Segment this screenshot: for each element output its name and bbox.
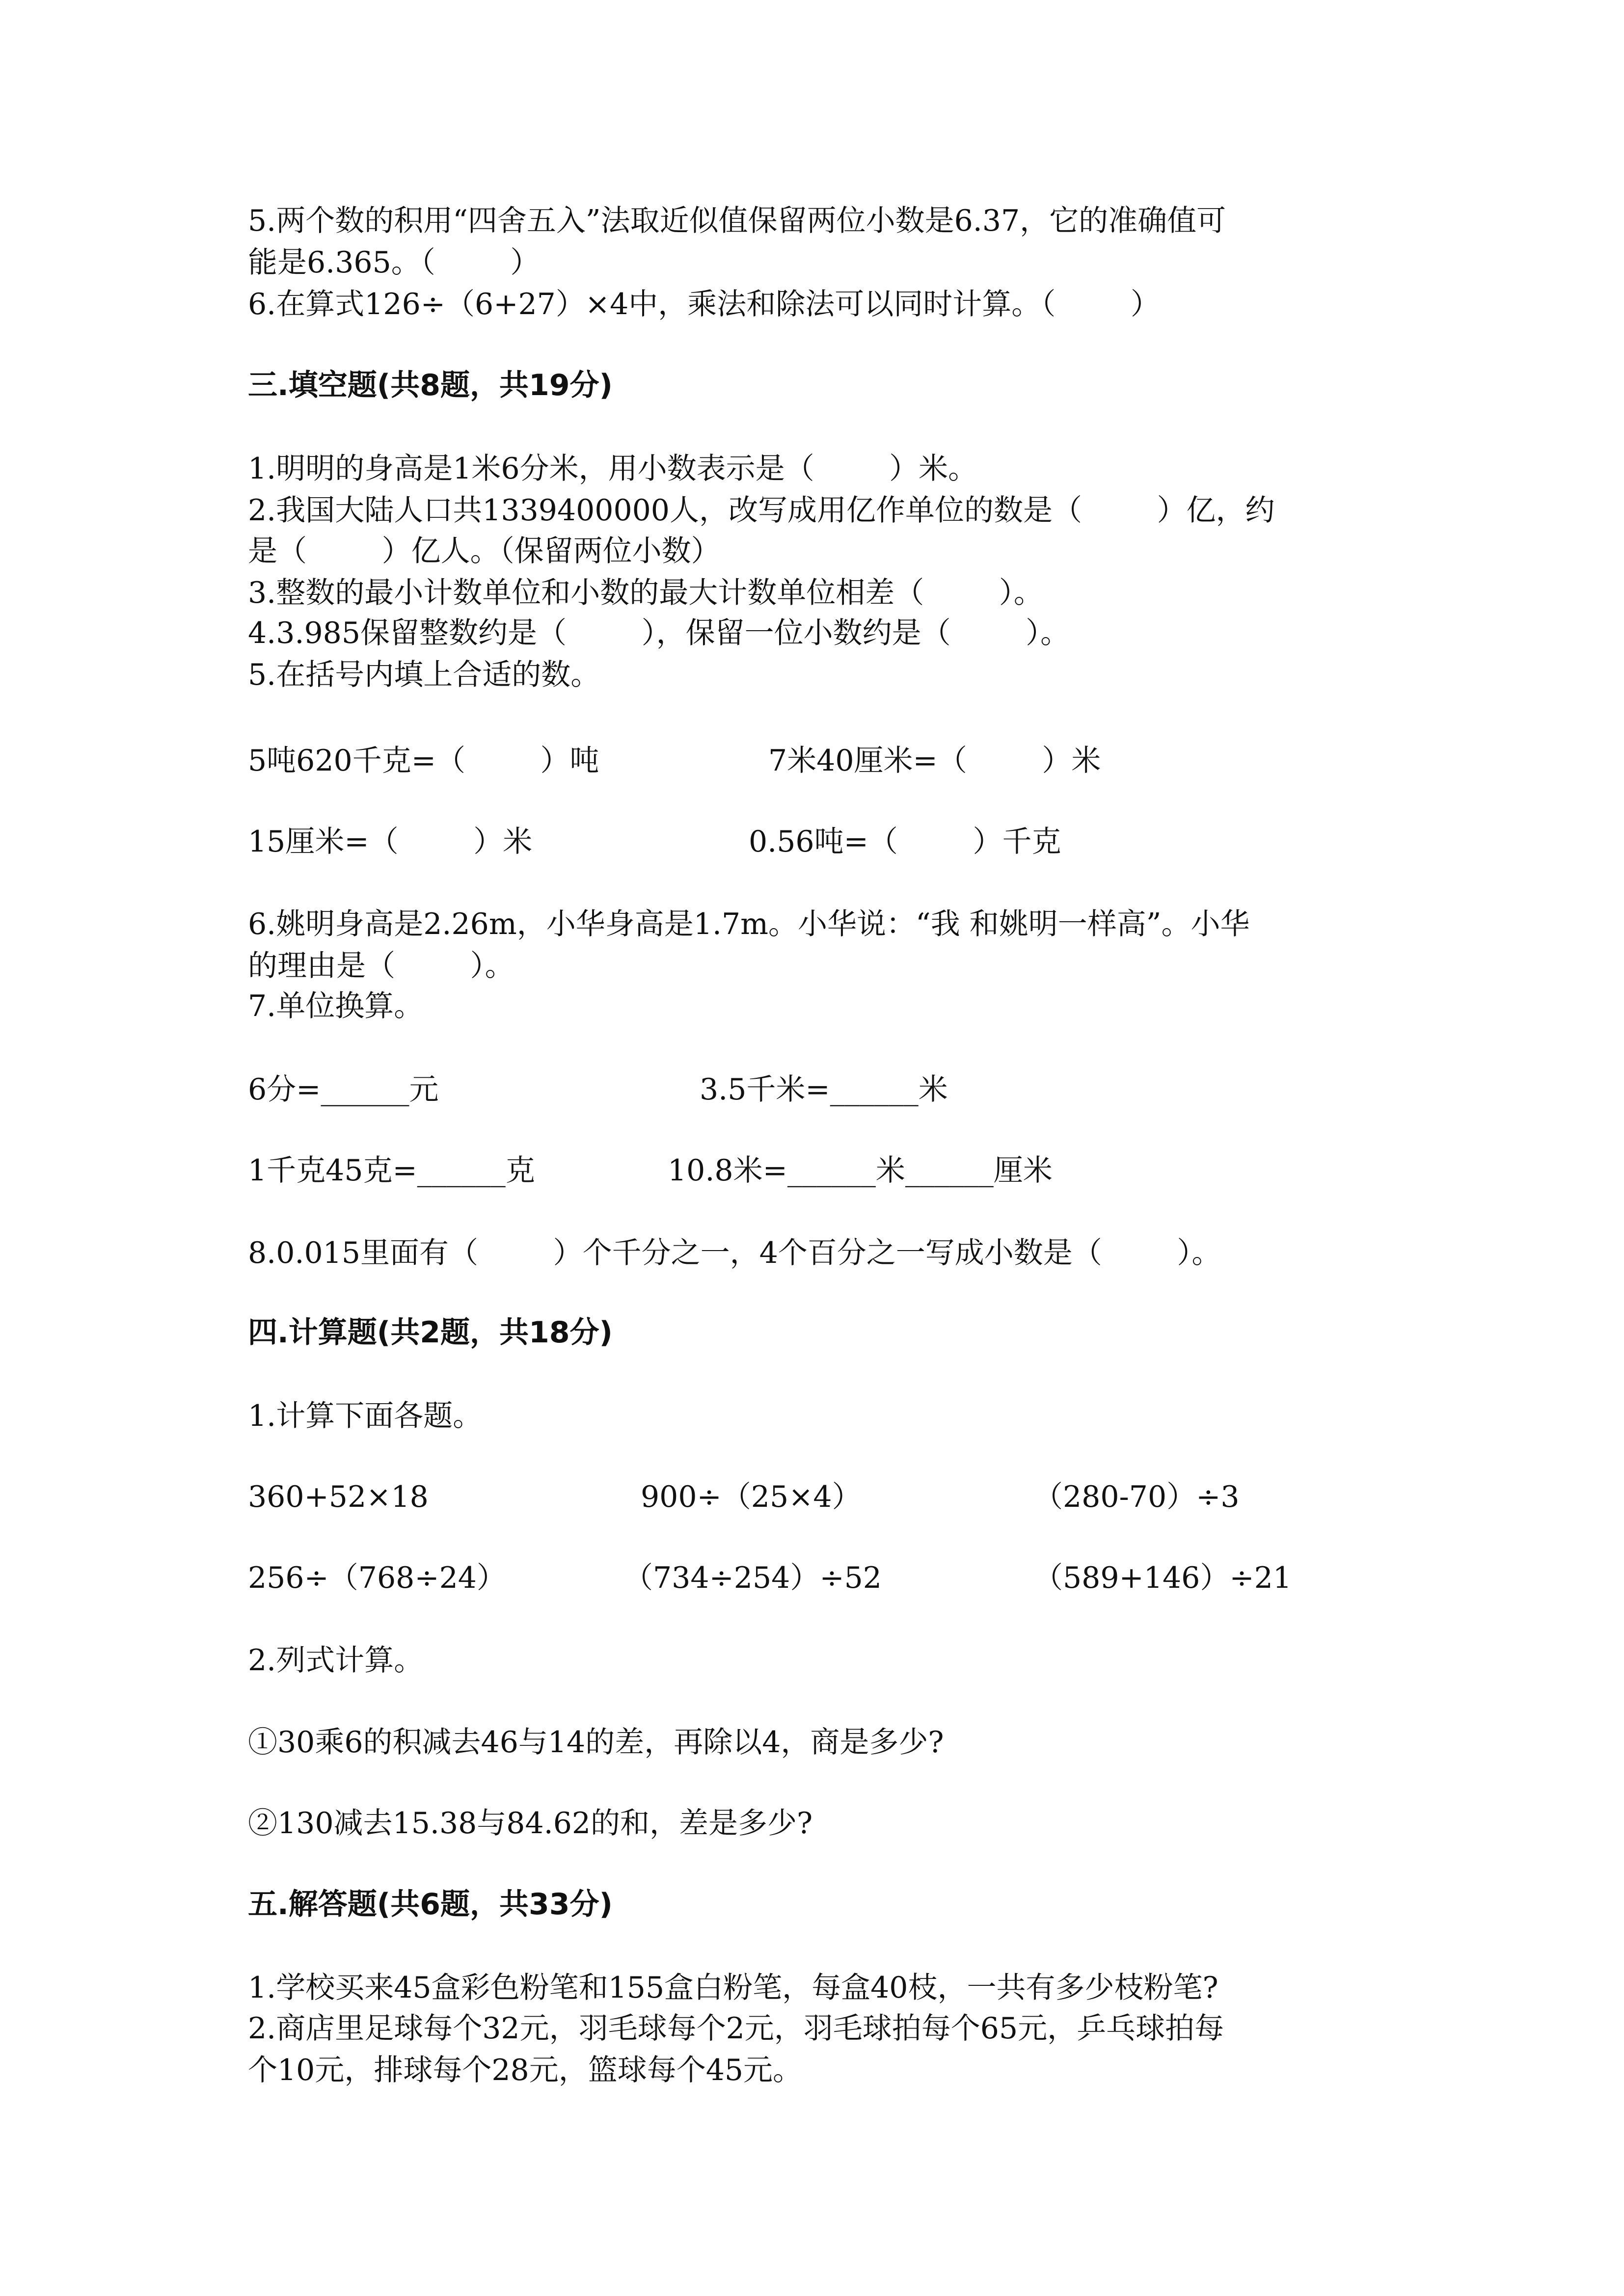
fill-q4: 4.3.985保留整数约是（ ），保留一位小数约是（ ）。 bbox=[248, 616, 1070, 650]
fill-q5-r2-right: 0.56吨=（ ）千克 bbox=[749, 825, 1061, 859]
fill-q8: 8.0.015里面有（ ）个千分之一，4个百分之一写成小数是（ ）。 bbox=[248, 1236, 1221, 1270]
calc-q2: 2.列式计算。 bbox=[248, 1643, 424, 1678]
answer-q2-line1: 2.商店里足球每个32元，羽毛球每个2元，羽毛球拍每个65元，乒乓球拍每 bbox=[248, 2011, 1224, 2046]
answer-q1: 1.学校买来45盒彩色粉笔和155盒白粉笔，每盒40枝，一共有多少枝粉笔? bbox=[248, 1971, 1218, 2005]
fill-q7-r2-right: 10.8米=______米______厘米 bbox=[668, 1153, 1053, 1188]
calc-r2-c1: 256÷（768÷24） bbox=[248, 1561, 506, 1595]
fill-q7-r2-left: 1千克45克=______克 bbox=[248, 1153, 535, 1188]
answer-q2-line2: 个10元，排球每个28元，篮球每个45元。 bbox=[248, 2053, 803, 2087]
section5-heading: 五.解答题(共6题，共33分) bbox=[248, 1887, 613, 1922]
calc-r2-c3: （589+146）÷21 bbox=[1033, 1561, 1292, 1595]
fill-q5-r2-left: 15厘米=（ ）米 bbox=[248, 825, 533, 859]
fill-q5-r1-right: 7米40厘米=（ ）米 bbox=[768, 744, 1101, 778]
calc-r1-c1: 360+52×18 bbox=[248, 1480, 429, 1514]
fill-q7: 7.单位换算。 bbox=[248, 989, 424, 1023]
fill-q3: 3.整数的最小计数单位和小数的最大计数单位相差（ ）。 bbox=[248, 576, 1043, 610]
fill-q6-line2: 的理由是（ ）。 bbox=[248, 949, 514, 983]
fill-q5: 5.在括号内填上合适的数。 bbox=[248, 658, 600, 692]
fill-q2-line1: 2.我国大陆人口共1339400000人，改写成用亿作单位的数是（ ）亿，约 bbox=[248, 493, 1275, 528]
fill-q2-line2: 是（ ）亿人。（保留两位小数） bbox=[248, 534, 721, 568]
calc-r1-c3: （280-70）÷3 bbox=[1033, 1480, 1240, 1514]
fill-q5-r1-left: 5吨620千克=（ ）吨 bbox=[248, 744, 599, 778]
judge-q5-line1: 5.两个数的积用“四舍五入”法取近似值保留两位小数是6.37，它的准确值可 bbox=[248, 204, 1226, 238]
section3-heading: 三.填空题(共8题，共19分) bbox=[248, 368, 613, 402]
calc-q2a: ①30乘6的积减去46与14的差，再除以4，商是多少? bbox=[248, 1725, 944, 1760]
fill-q1: 1.明明的身高是1米6分米，用小数表示是（ ）米。 bbox=[248, 452, 978, 486]
judge-q6: 6.在算式126÷（6+27）×4中，乘法和除法可以同时计算。（ ） bbox=[248, 287, 1160, 321]
fill-q6-line1: 6.姚明身高是2.26m，小华身高是1.7m。小华说：“我 和姚明一样高”。小华 bbox=[248, 907, 1250, 941]
calc-r2-c2: （734÷254）÷52 bbox=[623, 1561, 882, 1595]
fill-q7-r1-left: 6分=______元 bbox=[248, 1072, 439, 1107]
calc-r1-c2: 900÷（25×4） bbox=[641, 1480, 862, 1514]
fill-q7-r1-right: 3.5千米=______米 bbox=[700, 1072, 948, 1107]
calc-q2b: ②130减去15.38与84.62的和，差是多少? bbox=[248, 1806, 813, 1841]
judge-q5-line2: 能是6.365。（ ） bbox=[248, 245, 540, 280]
section4-heading: 四.计算题(共2题，共18分) bbox=[248, 1315, 613, 1350]
calc-q1: 1.计算下面各题。 bbox=[248, 1399, 483, 1433]
